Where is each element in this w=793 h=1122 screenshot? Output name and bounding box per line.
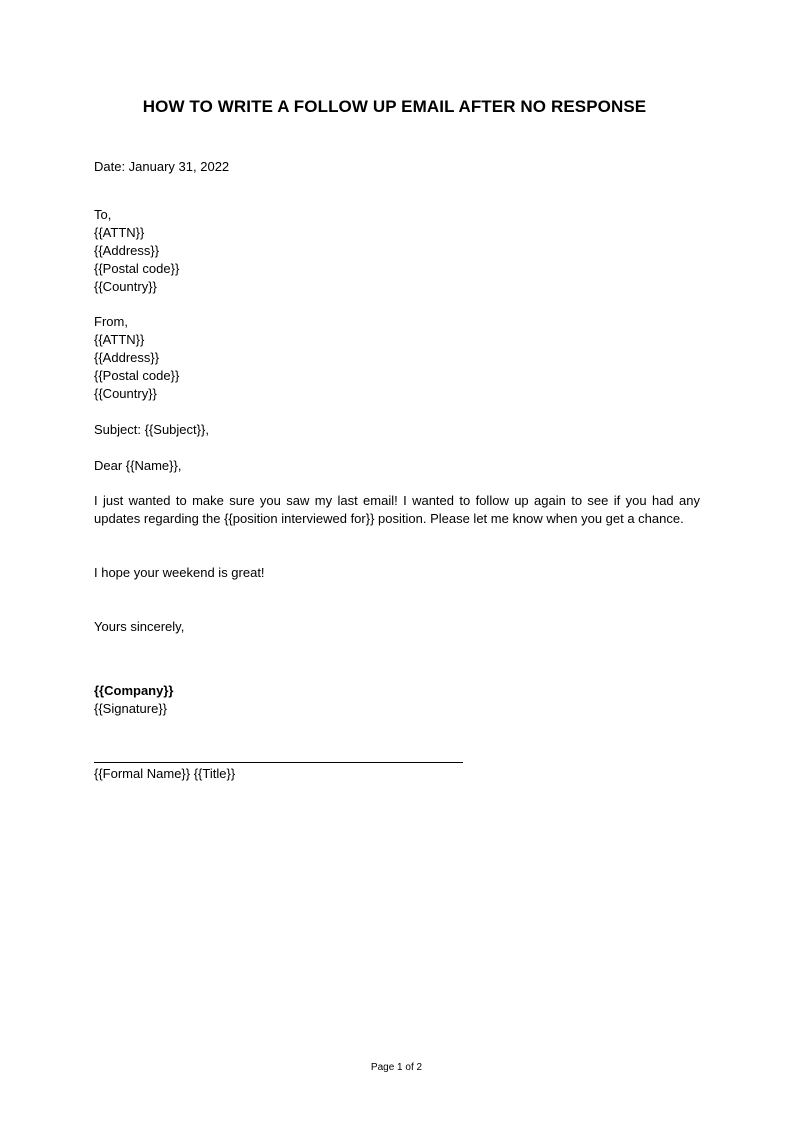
recipient-postal-code: {{Postal code}} <box>94 261 180 276</box>
recipient-attn: {{ATTN}} <box>94 225 145 240</box>
hope-line: I hope your weekend is great! <box>94 565 265 580</box>
sender-attn: {{ATTN}} <box>94 332 145 347</box>
sender-country: {{Country}} <box>94 386 157 401</box>
document-title: HOW TO WRITE A FOLLOW UP EMAIL AFTER NO RESPONSE <box>142 97 647 116</box>
salutation: Dear {{Name}}, <box>94 458 182 473</box>
recipient-address: {{Address}} <box>94 243 160 258</box>
sender-heading: From, <box>94 314 128 329</box>
closing: Yours sincerely, <box>94 619 185 634</box>
body-paragraph: I just wanted to make sure you saw my last email! I wanted to follow up again to see if you had any updates regarding the {{position interviewed for}} position. Please let me know when you get a chance. <box>94 493 700 526</box>
page-number: Page 1 of 2 <box>370 1062 423 1073</box>
sender-postal-code: {{Postal code}} <box>94 368 180 383</box>
company-name: {{Company}} <box>94 683 174 698</box>
recipient-heading: To, <box>94 207 112 222</box>
sender-address: {{Address}} <box>94 350 160 365</box>
signature-placeholder: {{Signature}} <box>94 701 168 716</box>
subject-line: Subject: {{Subject}}, <box>94 422 209 437</box>
recipient-country: {{Country}} <box>94 279 157 294</box>
date-line: Date: January 31, 2022 <box>94 159 230 174</box>
signature-rule <box>94 762 463 763</box>
recipient-block <box>94 206 700 296</box>
sender-block <box>94 313 700 403</box>
formal-name-title: {{Formal Name}} {{Title}} <box>94 766 236 781</box>
